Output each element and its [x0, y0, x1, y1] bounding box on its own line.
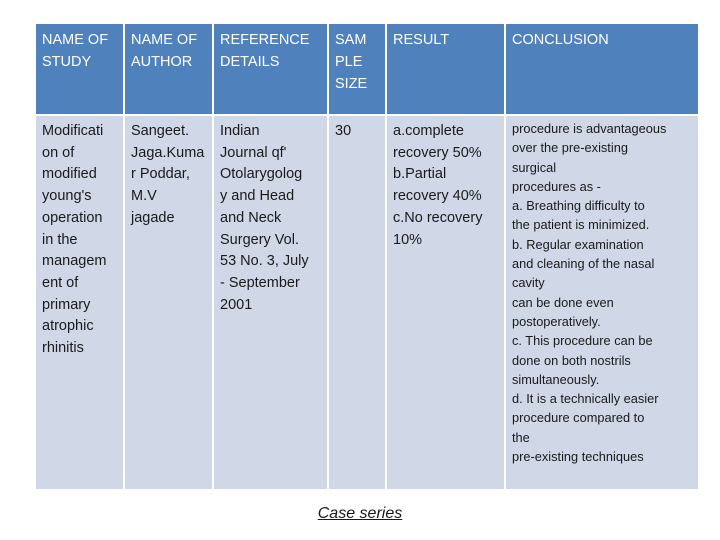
study-table	[36, 24, 700, 491]
cell-line: procedure compared to	[512, 410, 645, 426]
header-line: DETAILS	[220, 54, 280, 70]
cell-line: b. Regular examination	[512, 236, 644, 252]
cell-line: - September	[220, 274, 300, 291]
cell-line: 2001	[220, 296, 253, 313]
header-line: NAME OF	[42, 32, 109, 48]
cell-study	[36, 116, 125, 491]
cell-line: primary	[42, 296, 91, 313]
cell-line: y and Head	[220, 188, 295, 205]
cell-sample-size	[329, 116, 387, 491]
cell-result	[387, 116, 506, 491]
cell-line: simultaneously.	[512, 371, 600, 387]
cell-conclusion	[506, 116, 700, 491]
cell-line: over the pre-existing	[512, 140, 628, 156]
cell-line: operation	[42, 209, 103, 226]
cell-line: Sangeet.	[131, 123, 190, 139]
cell-line: c.No recovery	[393, 209, 483, 226]
header-line: PLE	[335, 54, 363, 70]
cell-line: young's	[42, 188, 92, 205]
cell-line: procedure is advantageous	[512, 121, 667, 136]
table-caption: Case series	[317, 505, 403, 522]
cell-line: and Neck	[220, 209, 282, 226]
cell-line: Journal qf'	[220, 144, 287, 161]
cell-line: and cleaning of the nasal	[512, 256, 655, 272]
header-result	[387, 24, 506, 116]
cell-line: postoperatively.	[512, 313, 601, 329]
cell-line: Indian	[220, 123, 260, 139]
cell-line: in the	[42, 231, 78, 248]
cell-line: recovery 50%	[393, 144, 482, 161]
header-sample-size	[329, 24, 387, 116]
cell-author	[125, 116, 214, 491]
cell-line: 53 No. 3, July	[220, 253, 309, 270]
cell-reference	[214, 116, 329, 491]
cell-line: c. This procedure can be	[512, 333, 653, 349]
header-line: SIZE	[335, 76, 368, 92]
cell-line: modified	[42, 166, 97, 183]
header-name-of-author	[125, 24, 214, 116]
header-conclusion	[506, 24, 700, 116]
header-line: AUTHOR	[131, 54, 193, 70]
cell-line: d. It is a technically easier	[512, 391, 659, 407]
header-line: SAM	[335, 32, 367, 48]
cell-line: recovery 40%	[393, 188, 482, 205]
cell-line: rhinitis	[42, 340, 84, 357]
cell-line: Jaga.Kuma	[131, 144, 205, 161]
header-name-of-study	[36, 24, 125, 116]
cell-line: 30	[335, 123, 352, 139]
cell-line: a.complete	[393, 123, 464, 139]
header-line: RESULT	[393, 32, 450, 48]
header-line: CONCLUSION	[512, 32, 609, 48]
cell-line: on of	[42, 144, 75, 161]
cell-line: cavity	[512, 275, 545, 291]
cell-line: atrophic	[42, 318, 94, 335]
cell-line: the	[512, 429, 530, 445]
header-line: NAME OF	[131, 32, 198, 48]
cell-line: can be done even	[512, 294, 614, 310]
cell-line: M.V	[131, 188, 157, 205]
cell-line: the patient is minimized.	[512, 217, 650, 233]
cell-line: pre-existing techniques	[512, 449, 644, 465]
cell-line: Modificati	[42, 123, 104, 139]
cell-line: ent of	[42, 274, 79, 291]
cell-line: Otolarygolog	[220, 166, 303, 183]
cell-line: managem	[42, 253, 107, 270]
cell-line: done on both nostrils	[512, 352, 631, 368]
cell-line: 10%	[393, 231, 423, 248]
cell-line: surgical	[512, 159, 557, 175]
cell-line: b.Partial	[393, 166, 447, 183]
header-reference-details	[214, 24, 329, 116]
cell-line: Surgery Vol.	[220, 231, 299, 248]
header-line: STUDY	[42, 54, 92, 70]
cell-line: r Poddar,	[131, 166, 190, 183]
cell-line: jagade	[131, 209, 175, 226]
header-line: REFERENCE	[220, 32, 310, 48]
cell-line: procedures as -	[512, 178, 601, 194]
cell-line: a. Breathing difficulty to	[512, 198, 645, 214]
